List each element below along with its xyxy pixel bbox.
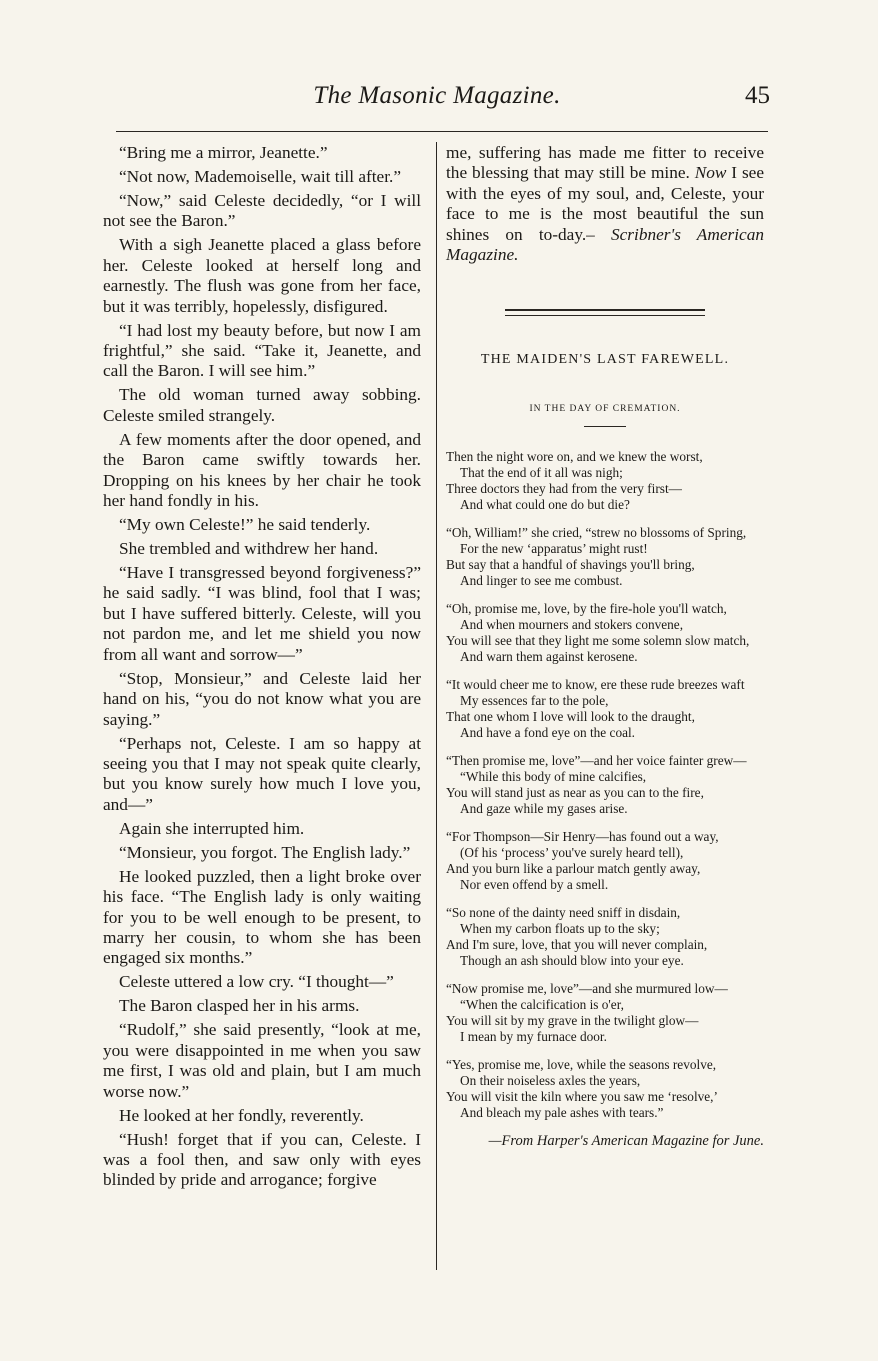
- poem-line: “So none of the dainty need sniff in disdain,: [446, 905, 681, 921]
- poem-line: “It would cheer me to know, ere these rude breezes waft: [446, 677, 745, 693]
- stanza: [446, 1057, 764, 1121]
- story-source: Scribner's American Magazine.: [446, 224, 764, 265]
- poem-line: “While this body of mine calcifies,: [460, 769, 647, 785]
- paragraph: “Have I transgressed beyond forgiveness?” he said sadly. “I was blind, fool that I was; but I have suffered bitterly. Celeste, will you not pardon me, and let me shield you now from all want and sorrow—”: [103, 563, 421, 664]
- poem-line: Then the night wore on, and we knew the worst,: [446, 449, 703, 465]
- paragraph: “Hush! forget that if you can, Celeste. I was a fool then, and saw only with eyes blinded by pride and arrogance; forgive: [103, 1129, 421, 1190]
- paragraph: With a sigh Jeanette placed a glass before her. Celeste looked at herself long and earnestly. The flush was gone from her face, but it was terribly, hopelessly, disfigured.: [103, 235, 421, 316]
- left-column: [103, 143, 421, 1194]
- short-divider: [584, 426, 626, 427]
- magazine-title: The Masonic Magazine.: [313, 82, 561, 109]
- stanza: [446, 525, 764, 589]
- paragraph: “Bring me a mirror, Jeanette.”: [119, 143, 328, 162]
- paragraph: “My own Celeste!” he said tenderly.: [119, 515, 371, 535]
- poem-line: And linger to see me combust.: [460, 573, 623, 589]
- poem-line: And you burn like a parlour match gently away,: [446, 861, 701, 877]
- poem: [446, 449, 764, 1121]
- stanza: [446, 829, 764, 893]
- continuation-text: me, suffering has made me fitter to receive the blessing that may still be mine.: [446, 143, 764, 183]
- poem-line: When my carbon floats up to the sky;: [460, 921, 660, 937]
- paragraph: “Perhaps not, Celeste. I am so happy at seeing you that I may not speak quite clearly, but you know surely how much I love you, and—”: [103, 733, 421, 814]
- poem-line: And when mourners and stokers convene,: [460, 617, 684, 633]
- paragraph: “Not now, Mademoiselle, wait till after.”: [119, 167, 402, 186]
- poem-line: You will see that they light me some solemn slow match,: [446, 633, 750, 649]
- stanza: [446, 677, 764, 741]
- poem-line: “For Thompson—Sir Henry—has found out a way,: [446, 829, 719, 845]
- poem-line: For the new ‘apparatus’ might rust!: [460, 541, 648, 557]
- stanza: [446, 905, 764, 969]
- page-number: 45: [745, 82, 770, 109]
- stanza: [446, 981, 764, 1045]
- paragraph: “Rudolf,” she said presently, “look at me, you were disappointed in me when you saw me first, I was old and plain, but I am much worse now.”: [103, 1020, 421, 1101]
- poem-line: “Then promise me, love”—and her voice fainter grew—: [446, 753, 747, 769]
- continuation-now: Now: [694, 163, 727, 183]
- poem-subtitle: IN THE DAY OF CREMATION.: [529, 404, 681, 415]
- column-divider: [436, 142, 437, 1270]
- right-column: [446, 143, 764, 1150]
- paragraph: He looked at her fondly, reverently.: [119, 1105, 364, 1125]
- poem-line: “Now promise me, love”—and she murmured low—: [446, 981, 728, 997]
- paragraph: The old woman turned away sobbing. Celeste smiled strangely.: [103, 385, 421, 425]
- paragraph: “Monsieur, you forgot. The English lady.”: [119, 842, 411, 862]
- poem-line: Three doctors they had from the very first—: [446, 481, 682, 497]
- paragraph: She trembled and withdrew her hand.: [119, 539, 379, 559]
- stanza: [446, 449, 764, 513]
- continuation-text: I see with the eyes of my soul, and, Celeste, your face to me is the most beautiful the sun shines on to-day.–: [446, 163, 765, 244]
- poem-line: And have a fond eye on the coal.: [460, 725, 636, 741]
- poem-line: “Oh, William!” she cried, “strew no blossoms of Spring,: [446, 525, 747, 541]
- paragraph: “Stop, Monsieur,” and Celeste laid her hand on his, “you do not know what you are saying.”: [103, 668, 421, 729]
- poem-line: Though an ash should blow into your eye.: [460, 953, 684, 969]
- paragraph: “I had lost my beauty before, but now I am frightful,” she said. “Take it, Jeanette, and call the Baron. I will see him.”: [103, 320, 421, 381]
- poem-line: I mean by my furnace door.: [460, 1029, 607, 1045]
- poem-line: That the end of it all was nigh;: [460, 465, 623, 481]
- paragraph: Celeste uttered a low cry. “I thought—”: [119, 972, 394, 992]
- stanza: [446, 601, 764, 665]
- poem-line: You will sit by my grave in the twilight glow—: [446, 1013, 699, 1029]
- paragraph: Again she interrupted him.: [119, 818, 305, 838]
- paragraph: A few moments after the door opened, and the Baron came swiftly towards her. Dropping on his knees by her chair he took her hand fondly in his.: [103, 429, 421, 511]
- poem-attribution: —From Harper's American Magazine for June.: [488, 1133, 764, 1150]
- poem-line: “When the calcification is o'er,: [460, 997, 624, 1013]
- paragraph: “Now,” said Celeste decidedly, “or I will not see the Baron.”: [103, 191, 421, 231]
- poem-line: “Oh, promise me, love, by the fire-hole you'll watch,: [446, 601, 727, 617]
- stanza: [446, 753, 764, 817]
- poem-line: “Yes, promise me, love, while the seasons revolve,: [446, 1057, 717, 1073]
- poem-line: You will stand just as near as you can to the fire,: [446, 785, 704, 801]
- poem-line: But say that a handful of shavings you'll bring,: [446, 557, 695, 573]
- paragraph: The Baron clasped her in his arms.: [119, 996, 360, 1016]
- poem-line: That one whom I love will look to the draught,: [446, 709, 695, 725]
- paragraph: He looked puzzled, then a light broke over his face. “The English lady is only waiting for you to be well enough to be present, to marry her cousin, to whom she has been engaged six months.”: [103, 866, 421, 968]
- page-header: [104, 82, 770, 116]
- poem-title: THE MAIDEN'S LAST FAREWELL.: [480, 352, 730, 368]
- poem-line: And warn them against kerosene.: [460, 649, 638, 665]
- poem-line: (Of his ‘process’ you've surely heard tell),: [460, 845, 684, 861]
- poem-line: You will visit the kiln where you saw me ‘resolve,’: [446, 1089, 718, 1105]
- poem-line: On their noiseless axles the years,: [460, 1073, 641, 1089]
- poem-line: And bleach my pale ashes with tears.”: [460, 1105, 664, 1121]
- poem-line: My essences far to the pole,: [460, 693, 609, 709]
- poem-line: And I'm sure, love, that you will never complain,: [446, 937, 708, 953]
- poem-line: And what could one do but die?: [460, 497, 630, 513]
- poem-line: Nor even offend by a smell.: [460, 877, 609, 893]
- header-rule: [116, 131, 768, 132]
- poem-line: And gaze while my gases arise.: [460, 801, 628, 817]
- story-continuation: [446, 143, 764, 265]
- section-divider: [505, 309, 705, 316]
